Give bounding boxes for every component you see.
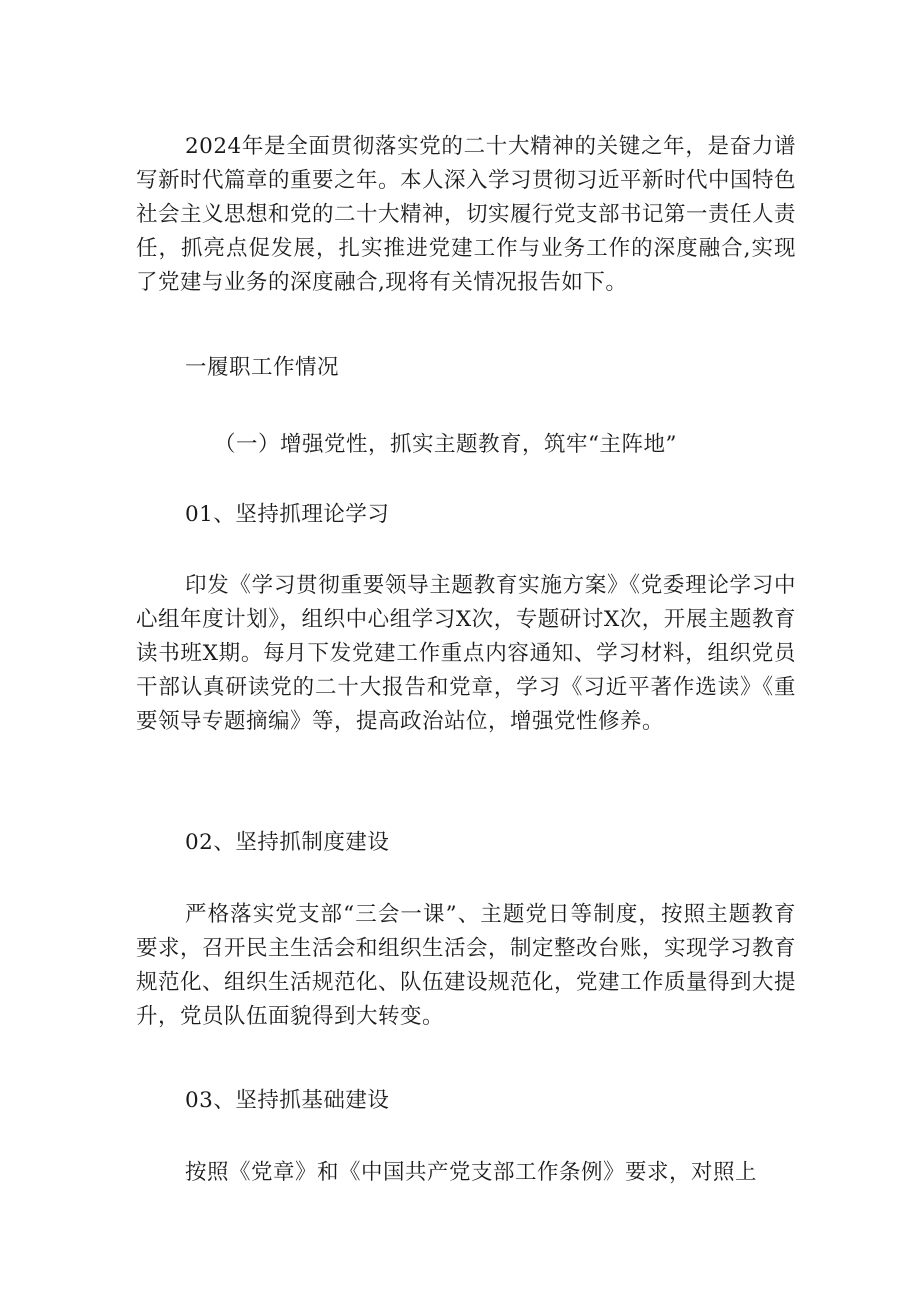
item-heading-01: 01、坚持抓理论学习 (185, 502, 390, 527)
item-heading-02: 02、坚持抓制度建设 (185, 830, 390, 855)
item-body-01: 印发《学习贯彻重要领导主题教育实施方案》《党委理论学习中心组年度计划》，组织中心组学习X次，专题研讨X次，开展主题教育读书班X期。每月下发党建工作重点内容通知、学习材料，组织党员干部认真研读党的二十大报告和党章，学习《习近平著作选读》《重要领导专题摘编》等，提高政治站位，增强党性修养。 (136, 573, 796, 734)
item-body-03: 按照《党章》和《中国共产党支部工作条例》要求，对照上 (185, 1160, 758, 1185)
intro-paragraph: 2024年是全面贯彻落实党的二十大精神的关键之年，是奋力谱写新时代篇章的重要之年。本人深入学习贯彻习近平新时代中国特色社会主义思想和党的二十大精神，切实履行党支部书记第一责任人责任，抓亮点促发展，扎实推进党建工作与业务工作的深度融合,实现了党建与业务的深度融合,现将有关情况报告如下。 (136, 134, 797, 295)
item-heading-03: 03、坚持抓基础建设 (185, 1088, 390, 1113)
item-body-02: 严格落实党支部“三会一课”、主题党日等制度，按照主题教育要求，召开民主生活会和组织生活会，制定整改台账，实现学习教育规范化、组织生活规范化、队伍建设规范化，党建工作质量得到大提升，党员队伍面貌得到大转变。 (136, 902, 797, 1029)
section-title: 一履职工作情况 (185, 355, 340, 380)
subsection-title: （一）增强党性，抓实主题教育，筑牢“主阵地” (214, 432, 677, 457)
